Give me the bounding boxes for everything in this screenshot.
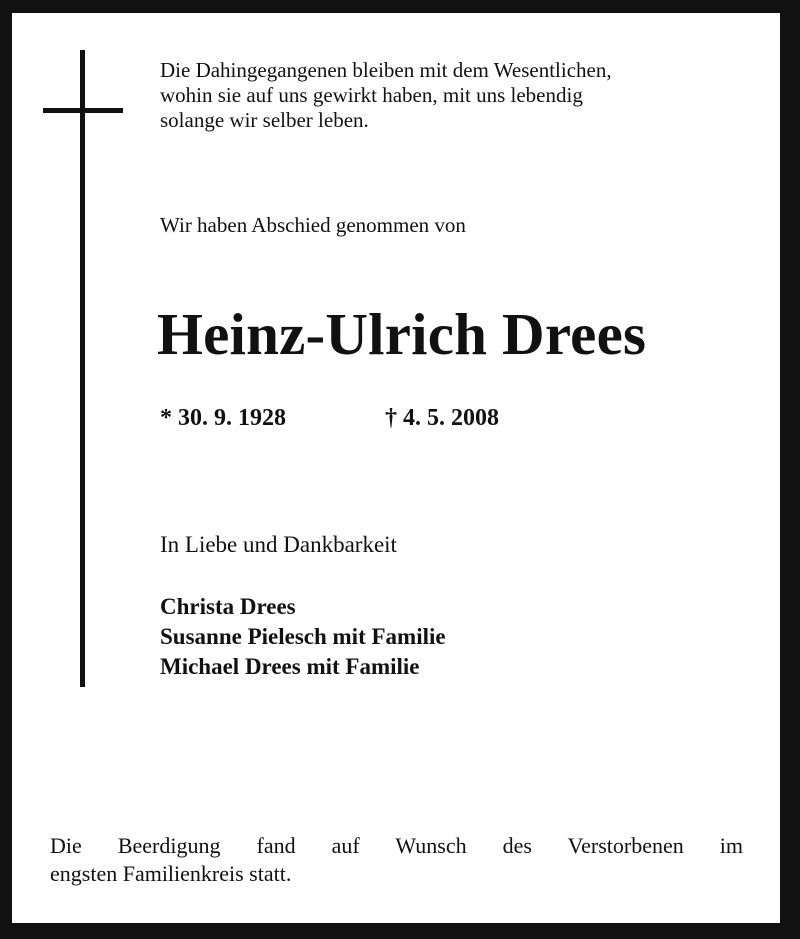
motto-quote	[160, 58, 720, 133]
motto-line: Die Dahingegangenen bleiben mit dem Wesentlichen,	[160, 58, 612, 82]
motto-line: solange wir selber leben.	[160, 108, 369, 132]
gratitude-line: In Liebe und Dankbarkeit	[160, 532, 397, 557]
motto-line: wohin sie auf uns gewirkt haben, mit uns lebendig	[160, 83, 583, 107]
mourner-name: Michael Drees mit Familie	[160, 654, 420, 679]
birth-date: * 30. 9. 1928	[160, 405, 286, 431]
death-date: † 4. 5. 2008	[385, 405, 499, 431]
mourner-name: Susanne Pielesch mit Familie	[160, 624, 446, 649]
funeral-note-line: Die Beerdigung fand auf Wunsch des Verstorbenen im	[50, 833, 743, 858]
cross-horizontal-bar	[43, 108, 123, 113]
funeral-note	[50, 832, 743, 888]
deceased-name: Heinz-Ulrich Drees	[157, 301, 647, 367]
mourner-name: Christa Drees	[160, 594, 296, 619]
mourners-list	[160, 592, 446, 682]
farewell-intro: Wir haben Abschied genommen von	[160, 213, 466, 237]
funeral-note-line: engsten Familienkreis statt.	[50, 861, 292, 886]
cross-vertical-bar	[80, 50, 85, 687]
